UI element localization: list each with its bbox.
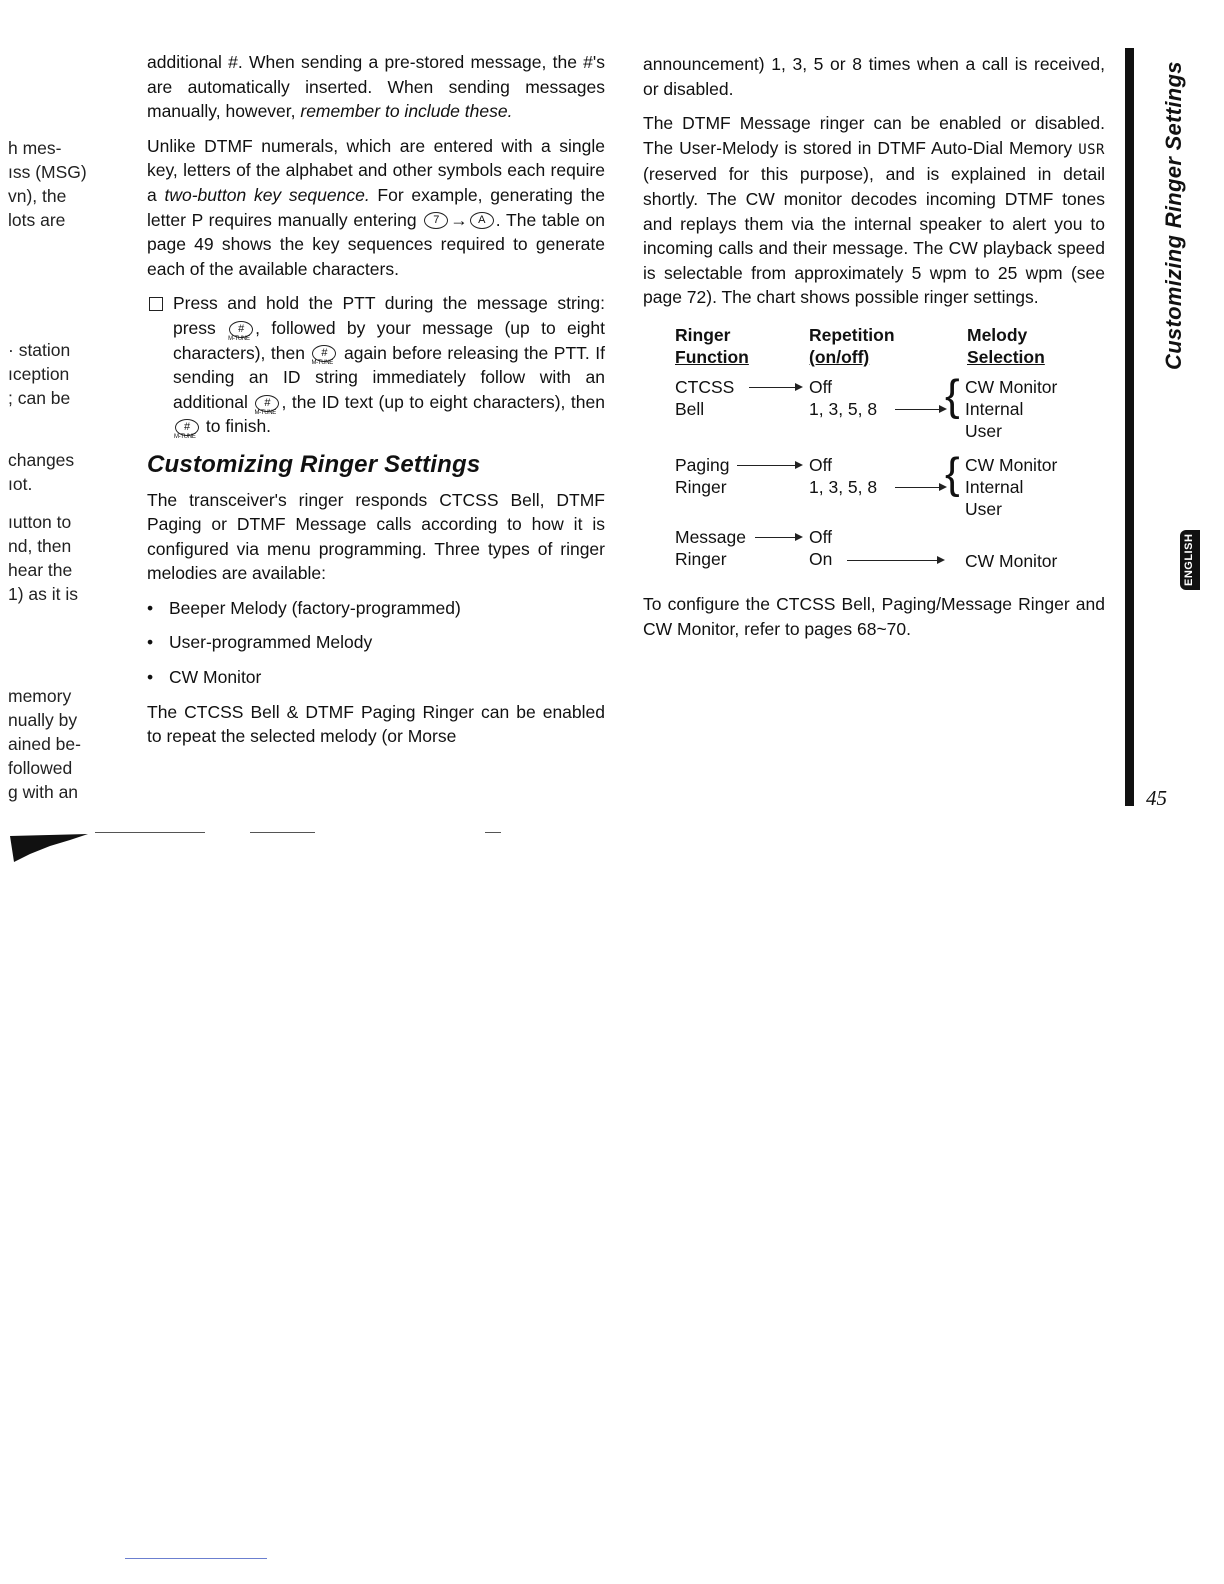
fragment-line: hear the xyxy=(8,560,73,580)
row-message-ringer: Message Ringer xyxy=(675,526,747,569)
instruction-text: Press and hold the PTT during the message string: press # M-TUNE , followed by your message (up to eight characters), then # M-TUNE again before releasing the PTT. If sending an ID string immediately follow with an additional # M-TUNE , the ID text (up to eight characters), then # M-TUNE to finish. xyxy=(173,293,606,441)
paragraph-configure-reference: To configure the CTCSS Bell, Paging/Message Ringer and CW Monitor, refer to pages 68~70. xyxy=(643,593,1105,639)
arrow-icon xyxy=(749,387,801,388)
header-ringer-function: Ringer Function xyxy=(675,324,749,367)
hash-key-icon: # M-TUNE xyxy=(175,419,199,436)
fragment-line: ıss (MSG) xyxy=(8,162,87,182)
key-a-icon: A xyxy=(470,212,494,229)
scan-line xyxy=(95,832,205,833)
lcd-usr-label: USR xyxy=(1078,141,1105,158)
header-repetition: Repetition (on/off) xyxy=(809,324,895,367)
arrow-icon xyxy=(847,560,943,561)
hash-key-icon: # M-TUNE xyxy=(312,345,336,362)
paragraph-repeat-melody: The CTCSS Bell & DTMF Paging Ringer can be enabled to repeat the selected melody (or Morse xyxy=(147,701,605,747)
fragment-line: nually by xyxy=(8,710,78,730)
arrow-icon xyxy=(895,409,945,410)
hash-key-icon: # M-TUNE xyxy=(255,395,279,412)
list-item: • CW Monitor xyxy=(147,667,262,688)
row-ctcss-bell: CTCSS Bell xyxy=(675,376,735,419)
fragment-line: lots are xyxy=(8,210,66,230)
fragment-line: changes xyxy=(8,450,75,470)
fragment-line: 1) as it is xyxy=(8,584,79,604)
arrow-icon xyxy=(895,487,945,488)
fragment-line: ıception xyxy=(8,364,70,384)
list-item: • User-programmed Melody xyxy=(147,632,373,653)
fragment-line: h mes- xyxy=(8,138,62,158)
fragment-line: g with an xyxy=(8,782,79,802)
page-number: 45 xyxy=(1146,786,1167,810)
paragraph-announcement: announcement) 1, 3, 5 or 8 times when a call is received, or disabled. xyxy=(643,54,1105,99)
right-column xyxy=(643,52,1105,651)
brace-icon: { xyxy=(945,448,960,498)
section-title: Customizing Ringer Settings xyxy=(147,450,481,478)
scan-line xyxy=(125,1558,267,1559)
side-section-title: Customizing Ringer Settings xyxy=(1161,61,1186,370)
fragment-line: ained be- xyxy=(8,734,81,754)
fragment-line: ıot. xyxy=(8,474,33,494)
paragraph-message-ringer: The DTMF Message ringer can be enabled or disabled. The User-Melody is stored in DTMF Auto-Dial Memory USR (reserved for this purpose), and is explained in detail shortly. The CW monitor decodes incoming DTMF tones and replays them via the internal speaker to alert you to incoming calls and their message. The CW playback speed is selectable from approximately 5 wpm to 25 wpm (see page 72). The chart shows possible ringer settings. xyxy=(643,113,1105,308)
header-melody-selection: Melody Selection xyxy=(967,324,1045,367)
scan-line xyxy=(485,832,501,833)
checkbox-instruction xyxy=(147,291,605,439)
arrow-icon xyxy=(737,465,801,466)
fragment-line: vn), the xyxy=(8,186,67,206)
fragment-line: nd, then xyxy=(8,536,72,556)
checkbox-icon xyxy=(149,297,163,311)
list-item: • Beeper Melody (factory-programmed) xyxy=(147,597,461,618)
scan-line xyxy=(250,832,315,833)
melody-list xyxy=(147,596,605,690)
arrow-icon xyxy=(755,537,801,538)
language-tab: ENGLISH xyxy=(1180,530,1200,590)
fragment-line: · station xyxy=(8,340,71,360)
right-arrow-icon: → xyxy=(450,209,468,230)
left-column xyxy=(147,50,605,759)
fragment-line: memory xyxy=(8,686,72,706)
key-7-icon: 7 xyxy=(424,212,448,229)
row-paging-ringer: Paging Ringer xyxy=(675,454,730,497)
brace-icon: { xyxy=(945,370,960,420)
fragment-line: followed xyxy=(8,758,73,778)
ringer-settings-chart: Ringer Function Repetition (on/off) Melody Selection CTCSS Bell Off 1, 3, 5, 8 { CW Monitor Internal User Paging Ringer Off 1, 3, 5, 8 { CW Monitor Internal User Message Ringer Off On CW Monitor xyxy=(675,324,1058,571)
paragraph-ringer-intro: The transceiver's ringer responds CTCSS Bell, DTMF Paging or DTMF Message calls according to how it is configured via menu programming. Three types of ringer melodies are available: xyxy=(147,489,605,584)
fragment-line: ; can be xyxy=(8,388,71,408)
paragraph-include-hash: additional #. When sending a pre-stored message, the #'s are automatically inserted. When sending messages manually, however, remember to include these. xyxy=(147,52,605,122)
scan-artifact-icon xyxy=(10,832,90,872)
paragraph-two-button-sequence: Unlike DTMF numerals, which are entered with a single key, letters of the alphabet and other symbols each require a two-button key sequence. For example, generating the letter P requires manually entering 7 → A . The table on page 49 shows the key sequences required to generate each of the available characters. xyxy=(147,135,606,279)
hash-key-icon: # M-TUNE xyxy=(229,321,253,338)
fragment-line: ıutton to xyxy=(8,512,72,532)
